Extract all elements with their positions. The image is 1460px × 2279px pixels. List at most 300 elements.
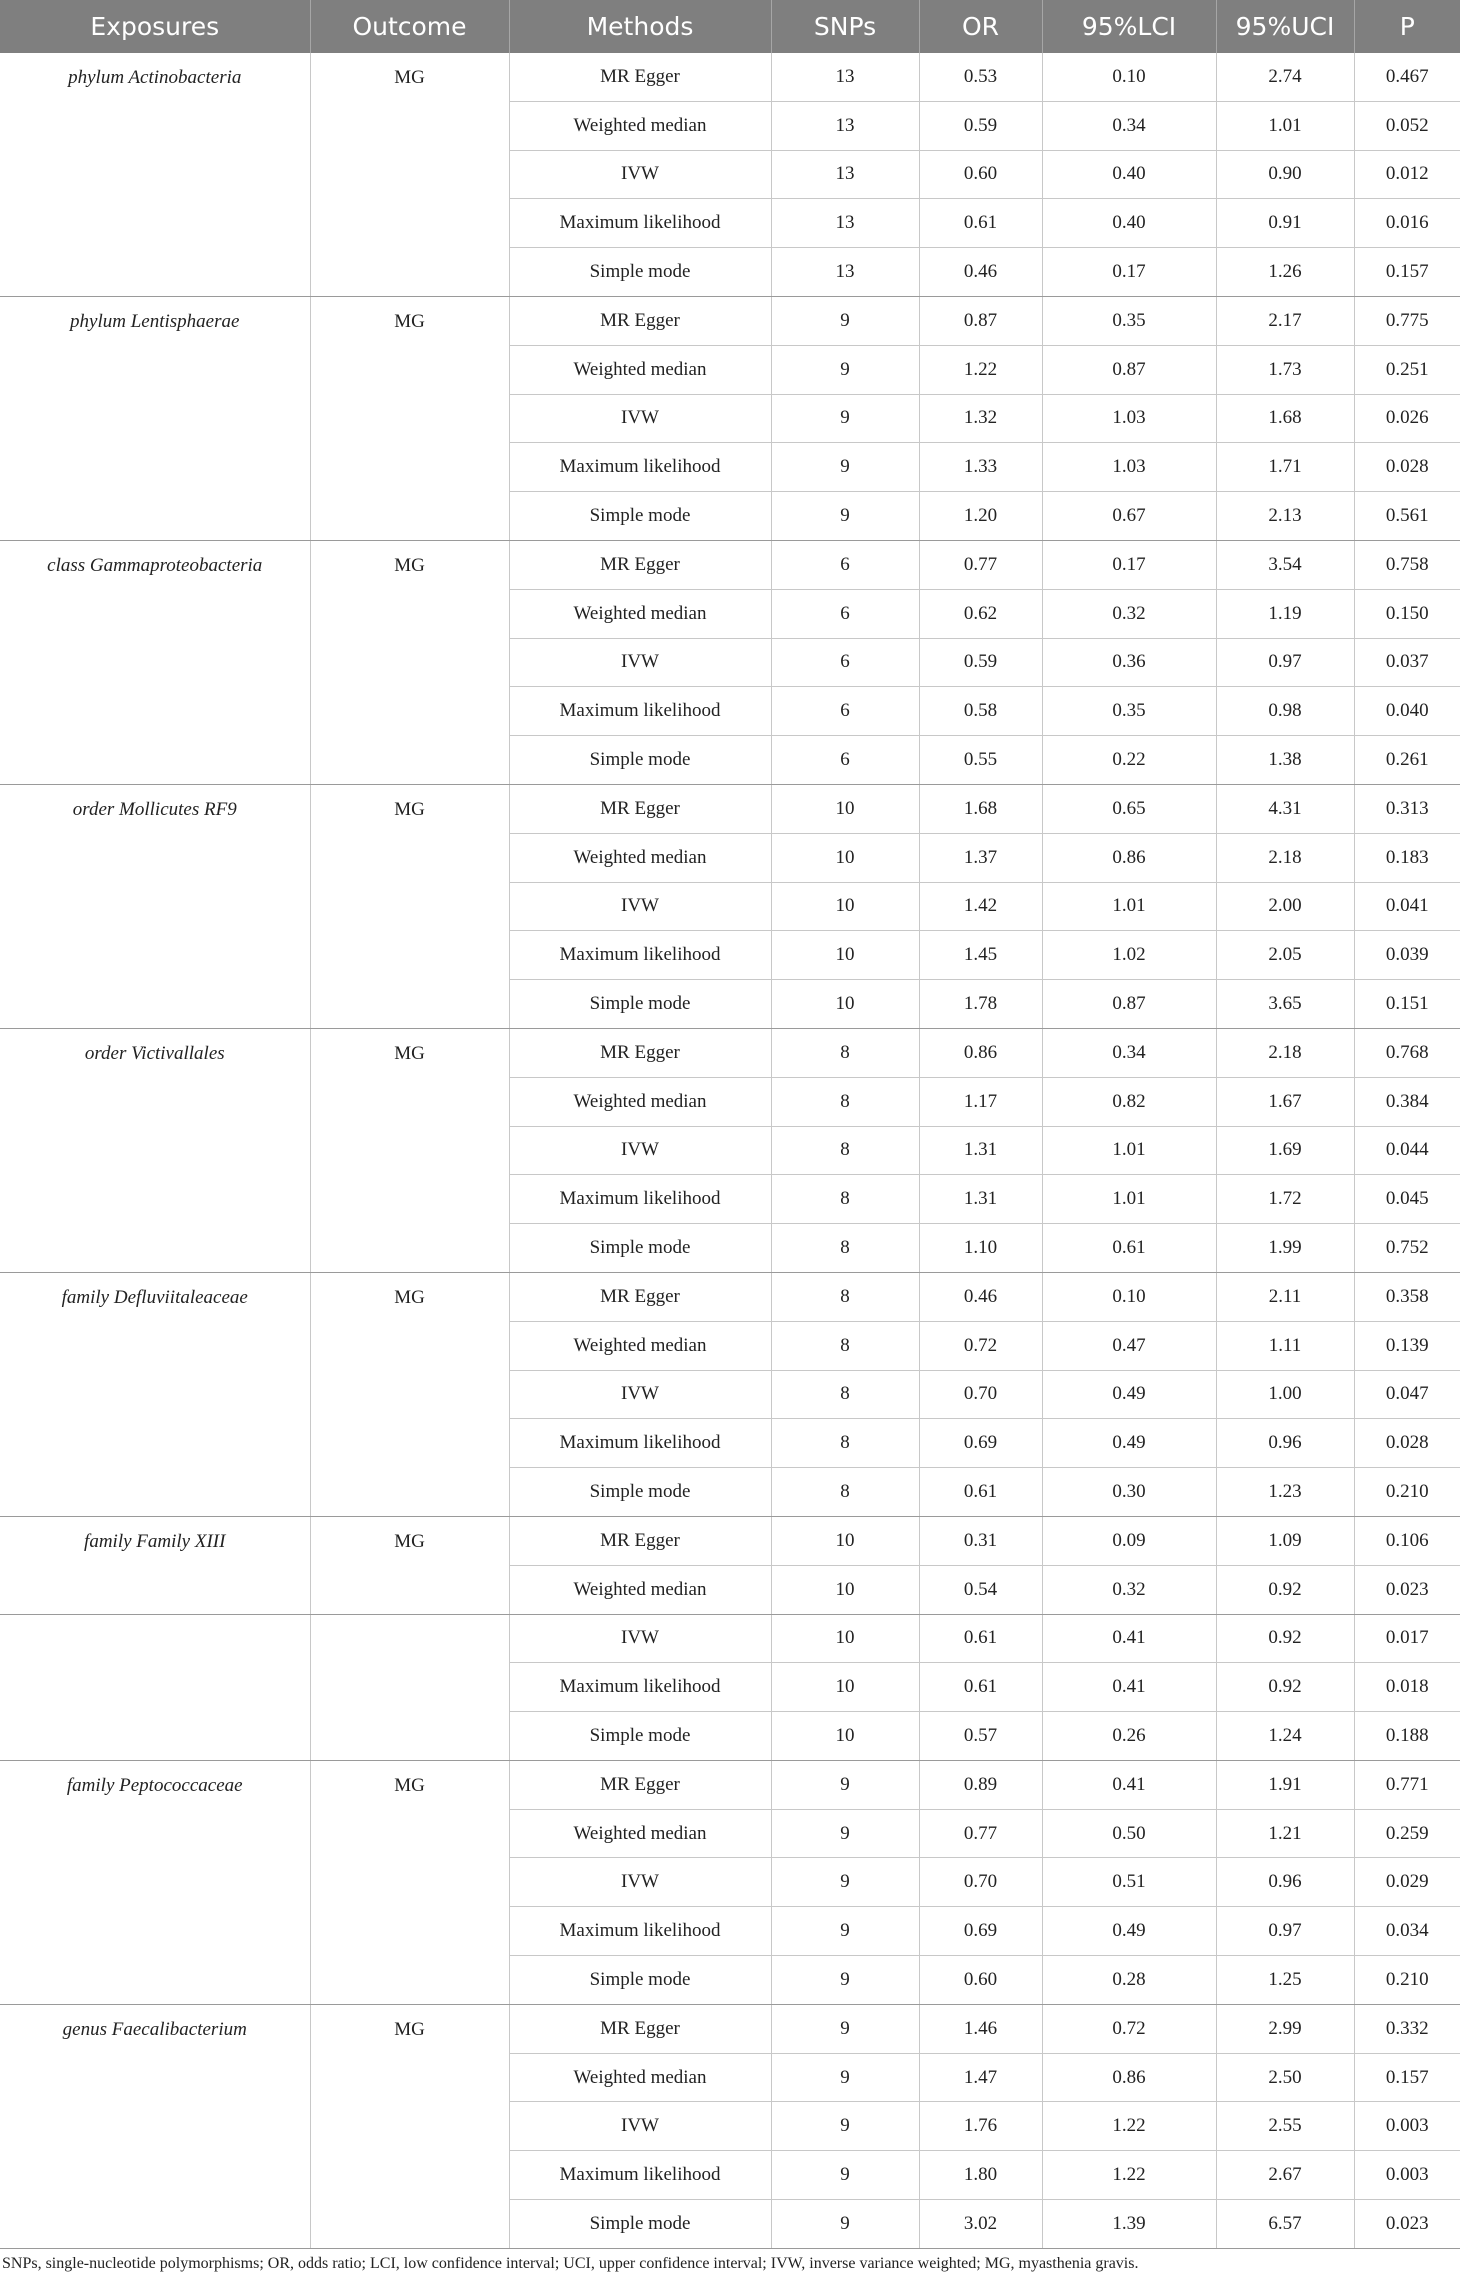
- p-cell: 0.003: [1354, 2102, 1460, 2151]
- or-cell: 1.32: [919, 394, 1042, 443]
- outcome-cell: MG: [310, 296, 509, 540]
- snps-cell: 13: [771, 248, 919, 297]
- uci-cell: 2.18: [1216, 833, 1354, 882]
- snps-cell: 9: [771, 345, 919, 394]
- method-cell: IVW: [509, 2102, 771, 2151]
- lci-cell: 1.01: [1042, 882, 1216, 931]
- p-cell: 0.045: [1354, 1175, 1460, 1224]
- or-cell: 0.59: [919, 638, 1042, 687]
- uci-cell: 1.91: [1216, 1760, 1354, 1809]
- or-cell: 0.54: [919, 1565, 1042, 1614]
- snps-cell: 9: [771, 2053, 919, 2102]
- snps-cell: 10: [771, 980, 919, 1029]
- lci-cell: 0.26: [1042, 1712, 1216, 1761]
- outcome-cell: [310, 1614, 509, 1760]
- table-footnote: SNPs, single-nucleotide polymorphisms; OR, odds ratio; LCI, low confidence interval; UCI, upper confidence interval; IVW, inverse variance weighted; MG, myasthenia gravis.: [2, 2255, 1139, 2272]
- or-cell: 0.86: [919, 1028, 1042, 1077]
- lci-cell: 0.49: [1042, 1907, 1216, 1956]
- snps-cell: 13: [771, 53, 919, 101]
- p-cell: 0.003: [1354, 2151, 1460, 2200]
- method-cell: IVW: [509, 1370, 771, 1419]
- p-cell: 0.016: [1354, 199, 1460, 248]
- lci-cell: 0.41: [1042, 1663, 1216, 1712]
- header-or: OR: [919, 0, 1042, 53]
- outcome-cell: MG: [310, 1760, 509, 2004]
- p-cell: 0.561: [1354, 492, 1460, 541]
- snps-cell: 6: [771, 540, 919, 589]
- method-cell: Simple mode: [509, 1956, 771, 2005]
- uci-cell: 2.17: [1216, 296, 1354, 345]
- uci-cell: 2.13: [1216, 492, 1354, 541]
- p-cell: 0.150: [1354, 589, 1460, 638]
- or-cell: 0.61: [919, 1468, 1042, 1517]
- outcome-cell: MG: [310, 1516, 509, 1614]
- snps-cell: 10: [771, 931, 919, 980]
- or-cell: 1.31: [919, 1126, 1042, 1175]
- p-cell: 0.210: [1354, 1956, 1460, 2005]
- or-cell: 0.89: [919, 1760, 1042, 1809]
- p-cell: 0.017: [1354, 1614, 1460, 1663]
- p-cell: 0.261: [1354, 736, 1460, 785]
- method-cell: Simple mode: [509, 1224, 771, 1273]
- or-cell: 0.61: [919, 1663, 1042, 1712]
- uci-cell: 1.00: [1216, 1370, 1354, 1419]
- outcome-cell: MG: [310, 2004, 509, 2248]
- or-cell: 1.42: [919, 882, 1042, 931]
- lci-cell: 1.03: [1042, 394, 1216, 443]
- uci-cell: 1.26: [1216, 248, 1354, 297]
- uci-cell: 0.96: [1216, 1858, 1354, 1907]
- p-cell: 0.044: [1354, 1126, 1460, 1175]
- lci-cell: 0.41: [1042, 1614, 1216, 1663]
- uci-cell: 2.74: [1216, 53, 1354, 101]
- table-row: [0, 1272, 1460, 1321]
- lci-cell: 0.28: [1042, 1956, 1216, 2005]
- or-cell: 0.31: [919, 1516, 1042, 1565]
- method-cell: Weighted median: [509, 101, 771, 150]
- uci-cell: 1.11: [1216, 1321, 1354, 1370]
- or-cell: 0.69: [919, 1907, 1042, 1956]
- uci-cell: 1.38: [1216, 736, 1354, 785]
- outcome-cell: MG: [310, 1028, 509, 1272]
- or-cell: 0.69: [919, 1419, 1042, 1468]
- method-cell: MR Egger: [509, 296, 771, 345]
- exposure-cell: family Defluviitaleaceae: [0, 1272, 310, 1516]
- uci-cell: 1.67: [1216, 1077, 1354, 1126]
- snps-cell: 10: [771, 1565, 919, 1614]
- p-cell: 0.012: [1354, 150, 1460, 199]
- snps-cell: 9: [771, 2004, 919, 2053]
- method-cell: MR Egger: [509, 53, 771, 101]
- exposure-cell: order Victivallales: [0, 1028, 310, 1272]
- p-cell: 0.018: [1354, 1663, 1460, 1712]
- snps-cell: 8: [771, 1028, 919, 1077]
- lci-cell: 0.36: [1042, 638, 1216, 687]
- or-cell: 0.46: [919, 248, 1042, 297]
- lci-cell: 0.34: [1042, 1028, 1216, 1077]
- snps-cell: 13: [771, 150, 919, 199]
- snps-cell: 9: [771, 296, 919, 345]
- header-row: [0, 0, 1460, 53]
- p-cell: 0.251: [1354, 345, 1460, 394]
- p-cell: 0.041: [1354, 882, 1460, 931]
- p-cell: 0.771: [1354, 1760, 1460, 1809]
- method-cell: Simple mode: [509, 1468, 771, 1517]
- snps-cell: 8: [771, 1126, 919, 1175]
- lci-cell: 1.03: [1042, 443, 1216, 492]
- p-cell: 0.157: [1354, 248, 1460, 297]
- p-cell: 0.210: [1354, 1468, 1460, 1517]
- or-cell: 0.62: [919, 589, 1042, 638]
- or-cell: 0.77: [919, 1809, 1042, 1858]
- method-cell: Maximum likelihood: [509, 199, 771, 248]
- table-row: [0, 53, 1460, 101]
- p-cell: 0.028: [1354, 1419, 1460, 1468]
- uci-cell: 0.97: [1216, 638, 1354, 687]
- uci-cell: 2.00: [1216, 882, 1354, 931]
- uci-cell: 0.90: [1216, 150, 1354, 199]
- outcome-cell: MG: [310, 53, 509, 296]
- uci-cell: 0.92: [1216, 1663, 1354, 1712]
- lci-cell: 0.82: [1042, 1077, 1216, 1126]
- p-cell: 0.183: [1354, 833, 1460, 882]
- outcome-cell: MG: [310, 1272, 509, 1516]
- table-row: [0, 2004, 1460, 2053]
- or-cell: 1.20: [919, 492, 1042, 541]
- snps-cell: 6: [771, 638, 919, 687]
- uci-cell: 3.65: [1216, 980, 1354, 1029]
- method-cell: Weighted median: [509, 589, 771, 638]
- method-cell: Maximum likelihood: [509, 443, 771, 492]
- snps-cell: 8: [771, 1419, 919, 1468]
- lci-cell: 0.09: [1042, 1516, 1216, 1565]
- method-cell: Weighted median: [509, 2053, 771, 2102]
- method-cell: Weighted median: [509, 1077, 771, 1126]
- exposure-cell: class Gammaproteobacteria: [0, 540, 310, 784]
- lci-cell: 0.35: [1042, 687, 1216, 736]
- p-cell: 0.332: [1354, 2004, 1460, 2053]
- uci-cell: 2.99: [1216, 2004, 1354, 2053]
- lci-cell: 1.39: [1042, 2200, 1216, 2249]
- uci-cell: 2.55: [1216, 2102, 1354, 2151]
- or-cell: 0.55: [919, 736, 1042, 785]
- lci-cell: 0.32: [1042, 1565, 1216, 1614]
- snps-cell: 9: [771, 2200, 919, 2249]
- lci-cell: 0.30: [1042, 1468, 1216, 1517]
- snps-cell: 6: [771, 589, 919, 638]
- method-cell: Maximum likelihood: [509, 2151, 771, 2200]
- or-cell: 1.46: [919, 2004, 1042, 2053]
- snps-cell: 10: [771, 784, 919, 833]
- uci-cell: 6.57: [1216, 2200, 1354, 2249]
- uci-cell: 1.24: [1216, 1712, 1354, 1761]
- snps-cell: 8: [771, 1321, 919, 1370]
- snps-cell: 10: [771, 1663, 919, 1712]
- exposure-cell: family Family XIII: [0, 1516, 310, 1614]
- exposure-cell: order Mollicutes RF9: [0, 784, 310, 1028]
- method-cell: IVW: [509, 150, 771, 199]
- snps-cell: 9: [771, 2102, 919, 2151]
- uci-cell: 3.54: [1216, 540, 1354, 589]
- lci-cell: 0.86: [1042, 833, 1216, 882]
- method-cell: Weighted median: [509, 833, 771, 882]
- or-cell: 1.47: [919, 2053, 1042, 2102]
- uci-cell: 1.23: [1216, 1468, 1354, 1517]
- method-cell: IVW: [509, 638, 771, 687]
- snps-cell: 9: [771, 1907, 919, 1956]
- lci-cell: 1.22: [1042, 2151, 1216, 2200]
- method-cell: IVW: [509, 1858, 771, 1907]
- or-cell: 0.87: [919, 296, 1042, 345]
- table-row: [0, 296, 1460, 345]
- header-uci: 95%UCI: [1216, 0, 1354, 53]
- or-cell: 0.61: [919, 199, 1042, 248]
- or-cell: 0.60: [919, 150, 1042, 199]
- lci-cell: 0.87: [1042, 345, 1216, 394]
- p-cell: 0.752: [1354, 1224, 1460, 1273]
- or-cell: 1.10: [919, 1224, 1042, 1273]
- or-cell: 1.78: [919, 980, 1042, 1029]
- or-cell: 0.61: [919, 1614, 1042, 1663]
- lci-cell: 0.17: [1042, 248, 1216, 297]
- snps-cell: 10: [771, 1712, 919, 1761]
- method-cell: MR Egger: [509, 2004, 771, 2053]
- header-exposures: Exposures: [0, 0, 310, 53]
- p-cell: 0.029: [1354, 1858, 1460, 1907]
- lci-cell: 0.87: [1042, 980, 1216, 1029]
- p-cell: 0.040: [1354, 687, 1460, 736]
- table-row: [0, 1760, 1460, 1809]
- table-row: [0, 1614, 1460, 1663]
- p-cell: 0.106: [1354, 1516, 1460, 1565]
- snps-cell: 9: [771, 394, 919, 443]
- header-lci: 95%LCI: [1042, 0, 1216, 53]
- lci-cell: 1.22: [1042, 2102, 1216, 2151]
- snps-cell: 9: [771, 1956, 919, 2005]
- snps-cell: 10: [771, 882, 919, 931]
- or-cell: 1.31: [919, 1175, 1042, 1224]
- snps-cell: 8: [771, 1224, 919, 1273]
- uci-cell: 1.72: [1216, 1175, 1354, 1224]
- or-cell: 1.68: [919, 784, 1042, 833]
- method-cell: IVW: [509, 394, 771, 443]
- snps-cell: 9: [771, 443, 919, 492]
- p-cell: 0.467: [1354, 53, 1460, 101]
- method-cell: IVW: [509, 1126, 771, 1175]
- p-cell: 0.358: [1354, 1272, 1460, 1321]
- lci-cell: 0.50: [1042, 1809, 1216, 1858]
- uci-cell: 4.31: [1216, 784, 1354, 833]
- snps-cell: 9: [771, 2151, 919, 2200]
- uci-cell: 0.96: [1216, 1419, 1354, 1468]
- or-cell: 1.45: [919, 931, 1042, 980]
- exposure-cell: phylum Lentisphaerae: [0, 296, 310, 540]
- method-cell: Maximum likelihood: [509, 931, 771, 980]
- p-cell: 0.313: [1354, 784, 1460, 833]
- snps-cell: 8: [771, 1272, 919, 1321]
- or-cell: 0.77: [919, 540, 1042, 589]
- p-cell: 0.037: [1354, 638, 1460, 687]
- or-cell: 0.46: [919, 1272, 1042, 1321]
- method-cell: MR Egger: [509, 784, 771, 833]
- snps-cell: 10: [771, 1614, 919, 1663]
- or-cell: 0.60: [919, 1956, 1042, 2005]
- snps-cell: 9: [771, 1858, 919, 1907]
- or-cell: 1.17: [919, 1077, 1042, 1126]
- method-cell: Maximum likelihood: [509, 1419, 771, 1468]
- or-cell: 1.37: [919, 833, 1042, 882]
- uci-cell: 1.73: [1216, 345, 1354, 394]
- or-cell: 1.76: [919, 2102, 1042, 2151]
- snps-cell: 8: [771, 1175, 919, 1224]
- uci-cell: 2.05: [1216, 931, 1354, 980]
- lci-cell: 0.51: [1042, 1858, 1216, 1907]
- method-cell: MR Egger: [509, 1760, 771, 1809]
- lci-cell: 0.65: [1042, 784, 1216, 833]
- lci-cell: 0.61: [1042, 1224, 1216, 1273]
- p-cell: 0.028: [1354, 443, 1460, 492]
- lci-cell: 0.67: [1042, 492, 1216, 541]
- header-methods: Methods: [509, 0, 771, 53]
- uci-cell: 1.01: [1216, 101, 1354, 150]
- method-cell: Weighted median: [509, 1809, 771, 1858]
- uci-cell: 2.18: [1216, 1028, 1354, 1077]
- uci-cell: 1.21: [1216, 1809, 1354, 1858]
- p-cell: 0.023: [1354, 1565, 1460, 1614]
- method-cell: Simple mode: [509, 492, 771, 541]
- snps-cell: 13: [771, 199, 919, 248]
- uci-cell: 0.92: [1216, 1614, 1354, 1663]
- uci-cell: 0.91: [1216, 199, 1354, 248]
- method-cell: IVW: [509, 882, 771, 931]
- lci-cell: 0.41: [1042, 1760, 1216, 1809]
- uci-cell: 1.09: [1216, 1516, 1354, 1565]
- or-cell: 1.22: [919, 345, 1042, 394]
- method-cell: Simple mode: [509, 1712, 771, 1761]
- table-row: [0, 540, 1460, 589]
- snps-cell: 8: [771, 1370, 919, 1419]
- method-cell: MR Egger: [509, 1028, 771, 1077]
- uci-cell: 1.19: [1216, 589, 1354, 638]
- snps-cell: 6: [771, 687, 919, 736]
- method-cell: Weighted median: [509, 1321, 771, 1370]
- p-cell: 0.151: [1354, 980, 1460, 1029]
- method-cell: MR Egger: [509, 540, 771, 589]
- method-cell: IVW: [509, 1614, 771, 1663]
- uci-cell: 0.98: [1216, 687, 1354, 736]
- header-outcome: Outcome: [310, 0, 509, 53]
- lci-cell: 0.40: [1042, 199, 1216, 248]
- outcome-cell: MG: [310, 540, 509, 784]
- or-cell: 1.80: [919, 2151, 1042, 2200]
- p-cell: 0.139: [1354, 1321, 1460, 1370]
- or-cell: 0.58: [919, 687, 1042, 736]
- snps-cell: 13: [771, 101, 919, 150]
- p-cell: 0.039: [1354, 931, 1460, 980]
- p-cell: 0.775: [1354, 296, 1460, 345]
- lci-cell: 1.01: [1042, 1126, 1216, 1175]
- uci-cell: 0.97: [1216, 1907, 1354, 1956]
- or-cell: 0.59: [919, 101, 1042, 150]
- or-cell: 0.72: [919, 1321, 1042, 1370]
- lci-cell: 0.86: [1042, 2053, 1216, 2102]
- lci-cell: 1.01: [1042, 1175, 1216, 1224]
- method-cell: Simple mode: [509, 736, 771, 785]
- p-cell: 0.034: [1354, 1907, 1460, 1956]
- p-cell: 0.768: [1354, 1028, 1460, 1077]
- lci-cell: 0.34: [1042, 101, 1216, 150]
- method-cell: Maximum likelihood: [509, 1663, 771, 1712]
- snps-cell: 9: [771, 492, 919, 541]
- method-cell: Simple mode: [509, 248, 771, 297]
- uci-cell: 2.67: [1216, 2151, 1354, 2200]
- lci-cell: 0.10: [1042, 1272, 1216, 1321]
- snps-cell: 8: [771, 1077, 919, 1126]
- lci-cell: 0.22: [1042, 736, 1216, 785]
- table-row: [0, 1516, 1460, 1565]
- p-cell: 0.052: [1354, 101, 1460, 150]
- uci-cell: 1.69: [1216, 1126, 1354, 1175]
- header-snps: SNPs: [771, 0, 919, 53]
- p-cell: 0.026: [1354, 394, 1460, 443]
- exposure-cell: genus Faecalibacterium: [0, 2004, 310, 2248]
- p-cell: 0.758: [1354, 540, 1460, 589]
- uci-cell: 1.68: [1216, 394, 1354, 443]
- p-cell: 0.157: [1354, 2053, 1460, 2102]
- lci-cell: 0.35: [1042, 296, 1216, 345]
- lci-cell: 1.02: [1042, 931, 1216, 980]
- uci-cell: 0.92: [1216, 1565, 1354, 1614]
- lci-cell: 0.32: [1042, 589, 1216, 638]
- exposure-cell: family Peptococcaceae: [0, 1760, 310, 2004]
- method-cell: Weighted median: [509, 345, 771, 394]
- table-row: [0, 1028, 1460, 1077]
- lci-cell: 0.49: [1042, 1419, 1216, 1468]
- or-cell: 0.57: [919, 1712, 1042, 1761]
- exposure-cell: [0, 1614, 310, 1760]
- uci-cell: 1.99: [1216, 1224, 1354, 1273]
- snps-cell: 8: [771, 1468, 919, 1517]
- uci-cell: 1.71: [1216, 443, 1354, 492]
- lci-cell: 0.10: [1042, 53, 1216, 101]
- or-cell: 0.70: [919, 1858, 1042, 1907]
- p-cell: 0.188: [1354, 1712, 1460, 1761]
- or-cell: 3.02: [919, 2200, 1042, 2249]
- snps-cell: 9: [771, 1809, 919, 1858]
- or-cell: 1.33: [919, 443, 1042, 492]
- p-cell: 0.023: [1354, 2200, 1460, 2249]
- lci-cell: 0.72: [1042, 2004, 1216, 2053]
- or-cell: 0.70: [919, 1370, 1042, 1419]
- method-cell: Simple mode: [509, 980, 771, 1029]
- exposure-cell: phylum Actinobacteria: [0, 53, 310, 296]
- method-cell: MR Egger: [509, 1272, 771, 1321]
- snps-cell: 6: [771, 736, 919, 785]
- method-cell: Maximum likelihood: [509, 1175, 771, 1224]
- method-cell: Weighted median: [509, 1565, 771, 1614]
- header-p: P: [1354, 0, 1460, 53]
- snps-cell: 10: [771, 1516, 919, 1565]
- uci-cell: 2.50: [1216, 2053, 1354, 2102]
- uci-cell: 2.11: [1216, 1272, 1354, 1321]
- lci-cell: 0.49: [1042, 1370, 1216, 1419]
- snps-cell: 10: [771, 833, 919, 882]
- method-cell: Maximum likelihood: [509, 1907, 771, 1956]
- snps-cell: 9: [771, 1760, 919, 1809]
- lci-cell: 0.17: [1042, 540, 1216, 589]
- or-cell: 0.53: [919, 53, 1042, 101]
- lci-cell: 0.47: [1042, 1321, 1216, 1370]
